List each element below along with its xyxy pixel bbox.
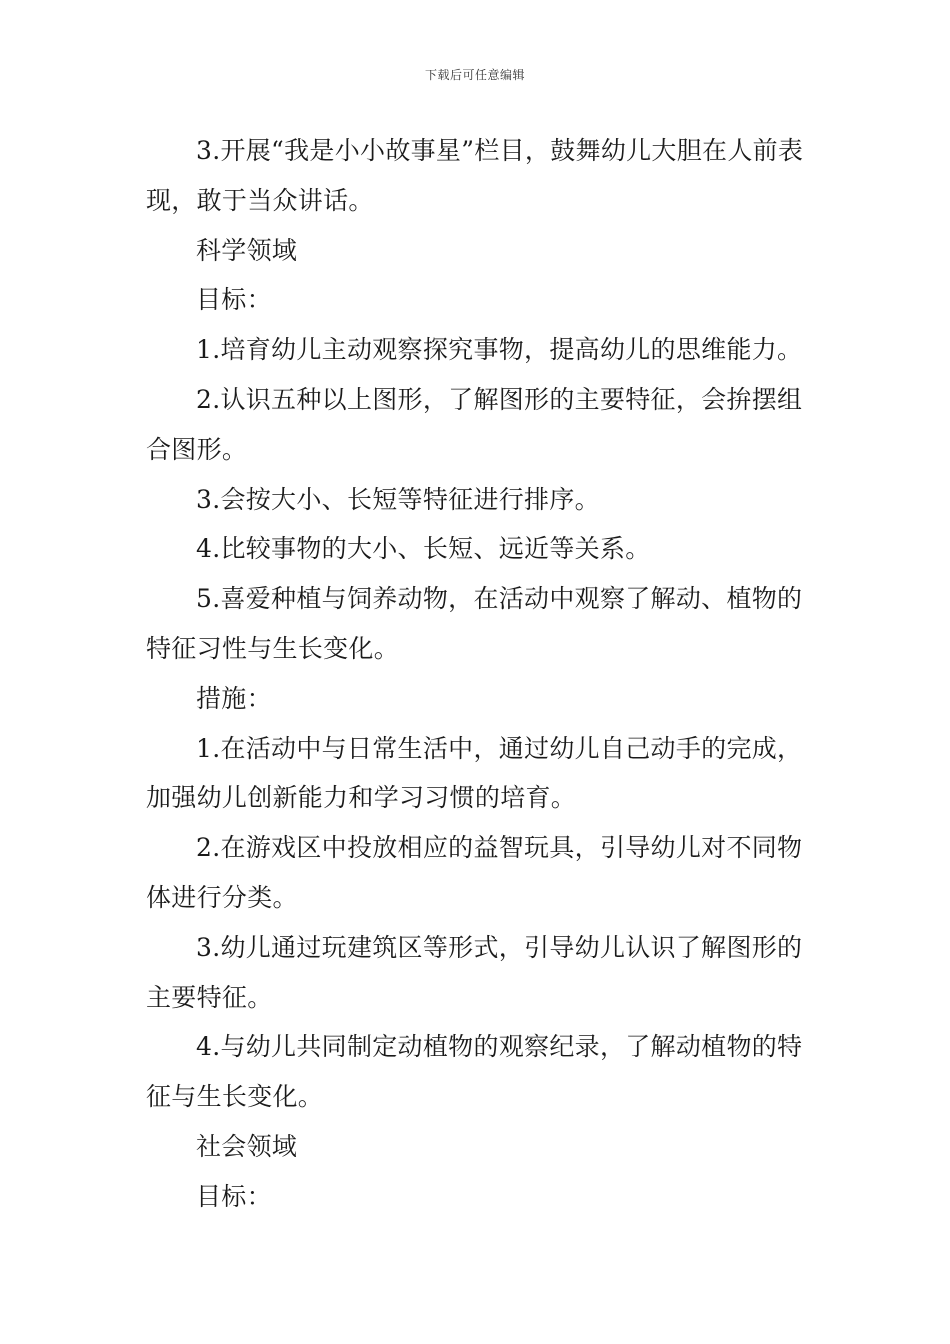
subheading-goals-social: 目标： (196, 1181, 272, 1211)
goal-item-2: 2.认识五种以上图形，了解图形的主要特征，会拚摆组合图形。 (146, 384, 803, 464)
goal-item-1: 1.培育幼儿主动观察探究事物，提高幼儿的思维能力。 (196, 335, 803, 365)
measure-item-3: 3.幼儿通过玩建筑区等形式，引导幼儿认识了解图形的主要特征。 (146, 932, 803, 1012)
paragraph-storytelling-measure: 3.开展“我是小小故事星”栏目，鼓舞幼儿大胆在人前表现，敢于当众讲话。 (146, 136, 804, 215)
document-body (146, 126, 810, 1222)
goal-item-5: 5.喜爱种植与饲养动物，在活动中观察了解动、植物的特征习性与生长变化。 (146, 584, 803, 663)
goal-item-3: 3.会按大小、长短等特征进行排序。 (196, 484, 600, 514)
subheading-goals: 目标： (196, 285, 272, 315)
goal-item-4: 4.比较事物的大小、长短、远近等关系。 (196, 534, 651, 564)
measure-item-4: 4.与幼儿共同制定动植物的观察纪录，了解动植物的特征与生长变化。 (146, 1032, 803, 1112)
section-heading-social: 社会领域 (196, 1131, 298, 1161)
subheading-measures: 措施： (196, 683, 272, 713)
measure-item-2: 2.在游戏区中投放相应的益智玩具，引导幼儿对不同物体进行分类。 (146, 833, 803, 912)
measure-item-1: 1.在活动中与日常生活中，通过幼儿自己动手的完成，加强幼儿创新能力和学习习惯的培育。 (146, 733, 803, 813)
section-heading-science: 科学领域 (196, 235, 298, 265)
header-note: 下载后可任意编辑 (424, 68, 525, 82)
